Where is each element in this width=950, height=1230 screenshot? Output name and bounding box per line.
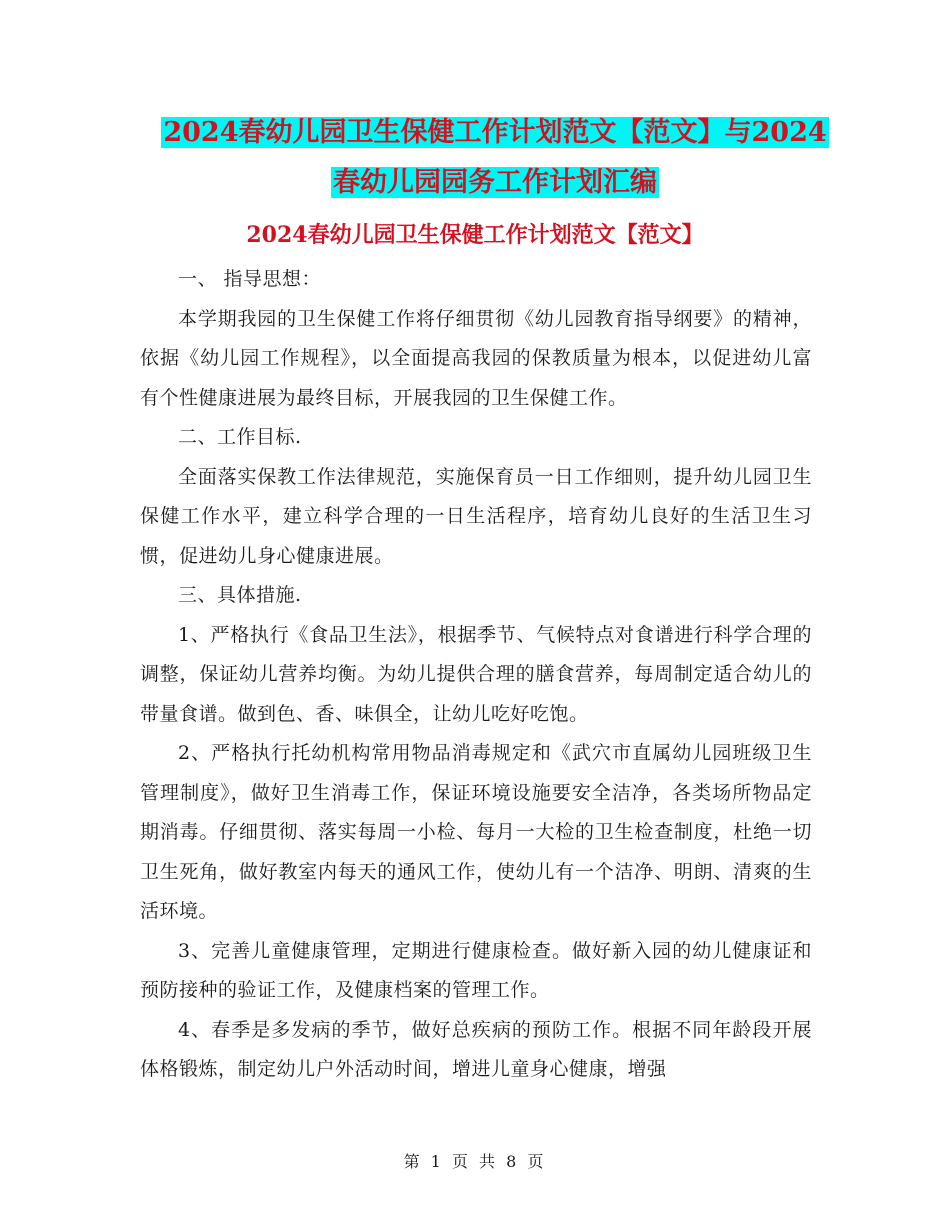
paragraph: 3、完善儿童健康管理，定期进行健康检查。做好新入园的幼儿健康证和预防接种的验证工作，及健康档案的管理工作。 bbox=[140, 939, 812, 1001]
document-title bbox=[150, 108, 840, 208]
document-title-line-1: 2024春幼儿园卫生保健工作计划范文【范文】与2024 bbox=[163, 117, 827, 148]
page-footer: 第 1 页 共 8 页 bbox=[403, 1152, 547, 1171]
paragraph: 4、春季是多发病的季节，做好总疾病的预防工作。根据不同年龄段开展体格锻炼，制定幼儿户外活动时间，增进儿童身心健康，增强 bbox=[140, 1018, 812, 1080]
document-title-line-2: 春幼儿园园务工作计划汇编 bbox=[333, 167, 657, 198]
paragraph: 本学期我园的卫生保健工作将仔细贯彻《幼儿园教育指导纲要》的精神，依据《幼儿园工作规程》，以全面提高我园的保教质量为根本，以促进幼儿富有个性健康进展为最终目标，开展我园的卫生保健工作。 bbox=[140, 307, 812, 409]
paragraph: 全面落实保教工作法律规范，实施保育员一日工作细则，提升幼儿园卫生保健工作水平，建立科学合理的一日生活程序，培育幼儿良好的生活卫生习惯，促进幼儿身心健康进展。 bbox=[140, 465, 812, 567]
paragraph: 2、严格执行托幼机构常用物品消毒规定和《武穴市直属幼儿园班级卫生管理制度》，做好卫生消毒工作，保证环境设施要安全洁净，各类场所物品定期消毒。仔细贯彻、落实每周一小检、每月一大检的卫生检查制度，杜绝一切卫生死角，做好教室内每天的通风工作，使幼儿有一个洁净、明朗、清爽的生活环境。 bbox=[140, 742, 812, 922]
section-title: 2024春幼儿园卫生保健工作计划范文【范文】 bbox=[246, 222, 704, 248]
heading-specific-measures: 三、具体措施. bbox=[178, 584, 302, 606]
heading-work-goals: 二、工作目标. bbox=[178, 426, 302, 448]
heading-guiding-ideology: 一、 指导思想： bbox=[178, 268, 322, 290]
document-body bbox=[140, 260, 812, 1090]
paragraph: 1、严格执行《食品卫生法》，根据季节、气候特点对食谱进行科学合理的调整，保证幼儿营养均衡。为幼儿提供合理的膳食营养，每周制定适合幼儿的带量食谱。做到色、香、味俱全，让幼儿吃好吃饱。 bbox=[140, 623, 812, 725]
